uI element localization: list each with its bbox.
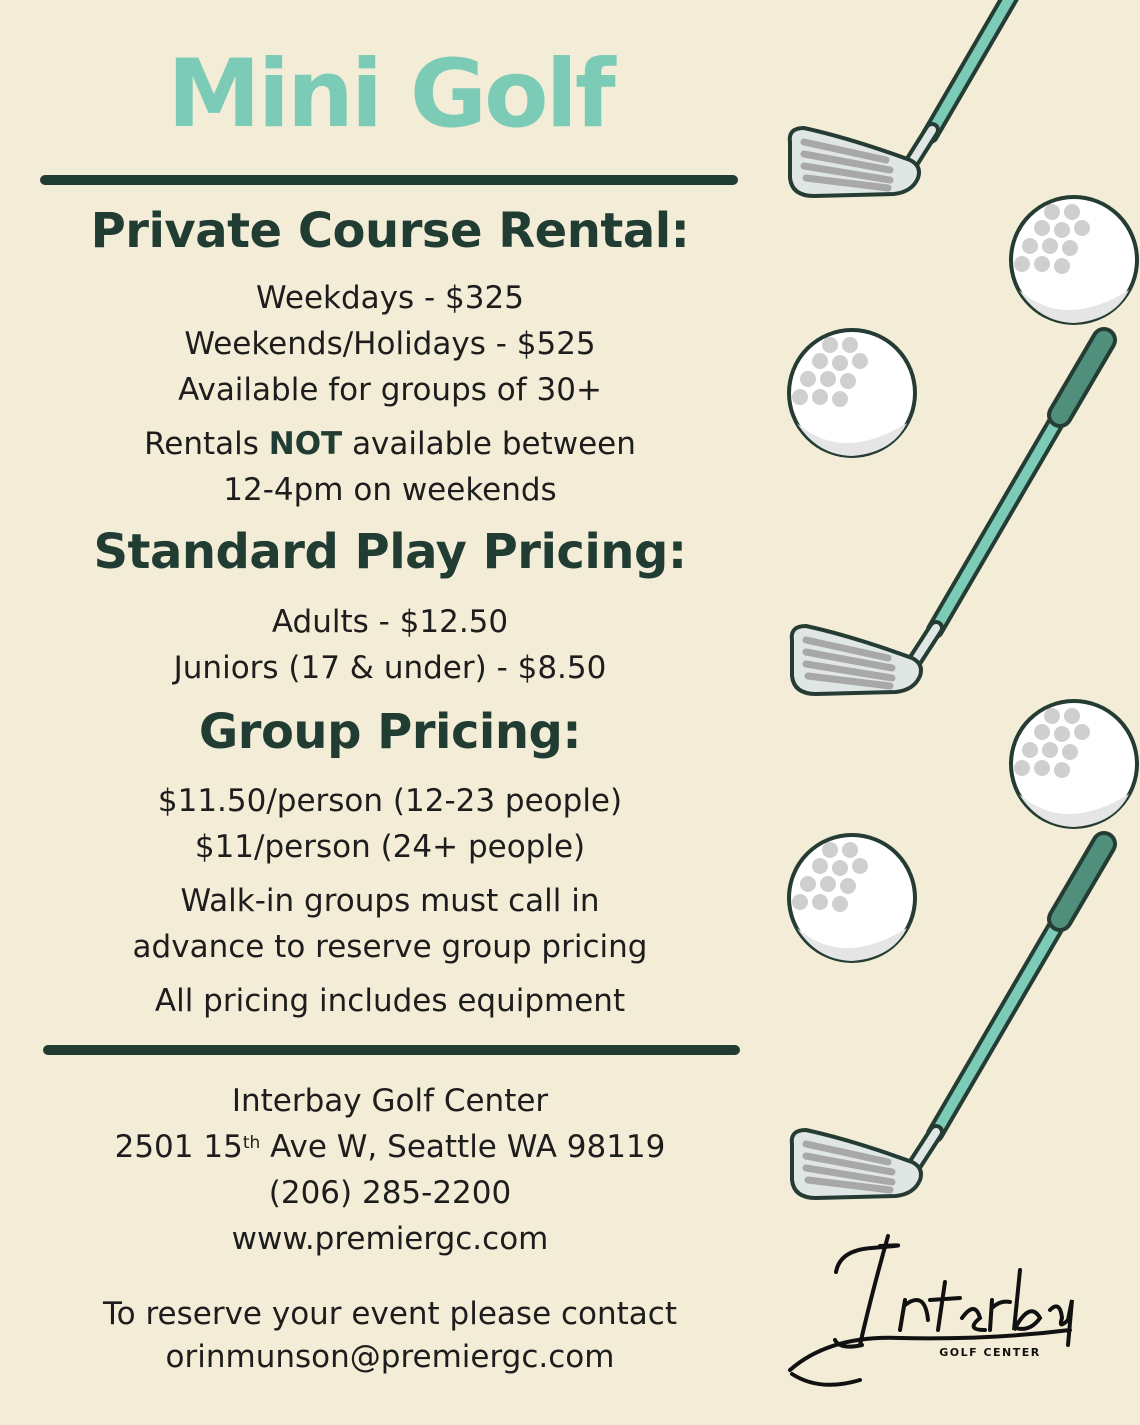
address-ordinal: th — [242, 1133, 261, 1153]
junior-price: Juniors (17 & under) - $8.50 — [173, 650, 607, 686]
golf-ball-icon — [1011, 197, 1137, 323]
weekend-price: Weekends/Holidays - $525 — [184, 326, 596, 362]
restriction-emphasis: NOT — [268, 426, 343, 462]
standard-pricing-heading: Standard Play Pricing: — [93, 524, 687, 580]
rental-restriction-line2: 12-4pm on weekends — [223, 472, 557, 508]
golf-ball-icon — [789, 330, 915, 456]
group-tier-1: $11.50/person (12-23 people) — [157, 783, 623, 819]
walkin-note-line2: advance to reserve group pricing — [132, 929, 648, 965]
address-number: 2501 15 — [114, 1129, 243, 1165]
golf-club-icon — [790, 0, 1020, 196]
restriction-text-post: available between — [352, 426, 636, 462]
golf-ball-icon — [1011, 701, 1137, 827]
equipment-note: All pricing includes equipment — [154, 983, 626, 1019]
group-size-note: Available for groups of 30+ — [178, 372, 602, 408]
adult-price: Adults - $12.50 — [271, 604, 509, 640]
page-title: Mini Golf — [167, 40, 613, 149]
weekday-price: Weekdays - $325 — [256, 280, 524, 316]
group-tier-2: $11/person (24+ people) — [194, 829, 586, 865]
venue-phone: (206) 285-2200 — [268, 1175, 512, 1211]
golf-ball-icon — [789, 835, 915, 961]
private-rental-heading: Private Course Rental: — [90, 203, 690, 259]
reserve-instructions: To reserve your event please contact — [102, 1296, 677, 1332]
logo-subtitle: GOLF CENTER — [939, 1346, 1041, 1359]
venue-name: Interbay Golf Center — [231, 1083, 549, 1119]
walkin-note-line1: Walk-in groups must call in — [180, 883, 600, 919]
interbay-logo — [790, 1236, 1072, 1385]
venue-website[interactable]: www.premiergc.com — [231, 1221, 549, 1257]
group-pricing-heading: Group Pricing: — [198, 704, 582, 760]
address-street: Ave W, Seattle WA 98119 — [260, 1129, 666, 1165]
restriction-text-pre: Rentals — [144, 426, 259, 462]
contact-email[interactable]: orinmunson@premiergc.com — [165, 1339, 615, 1375]
